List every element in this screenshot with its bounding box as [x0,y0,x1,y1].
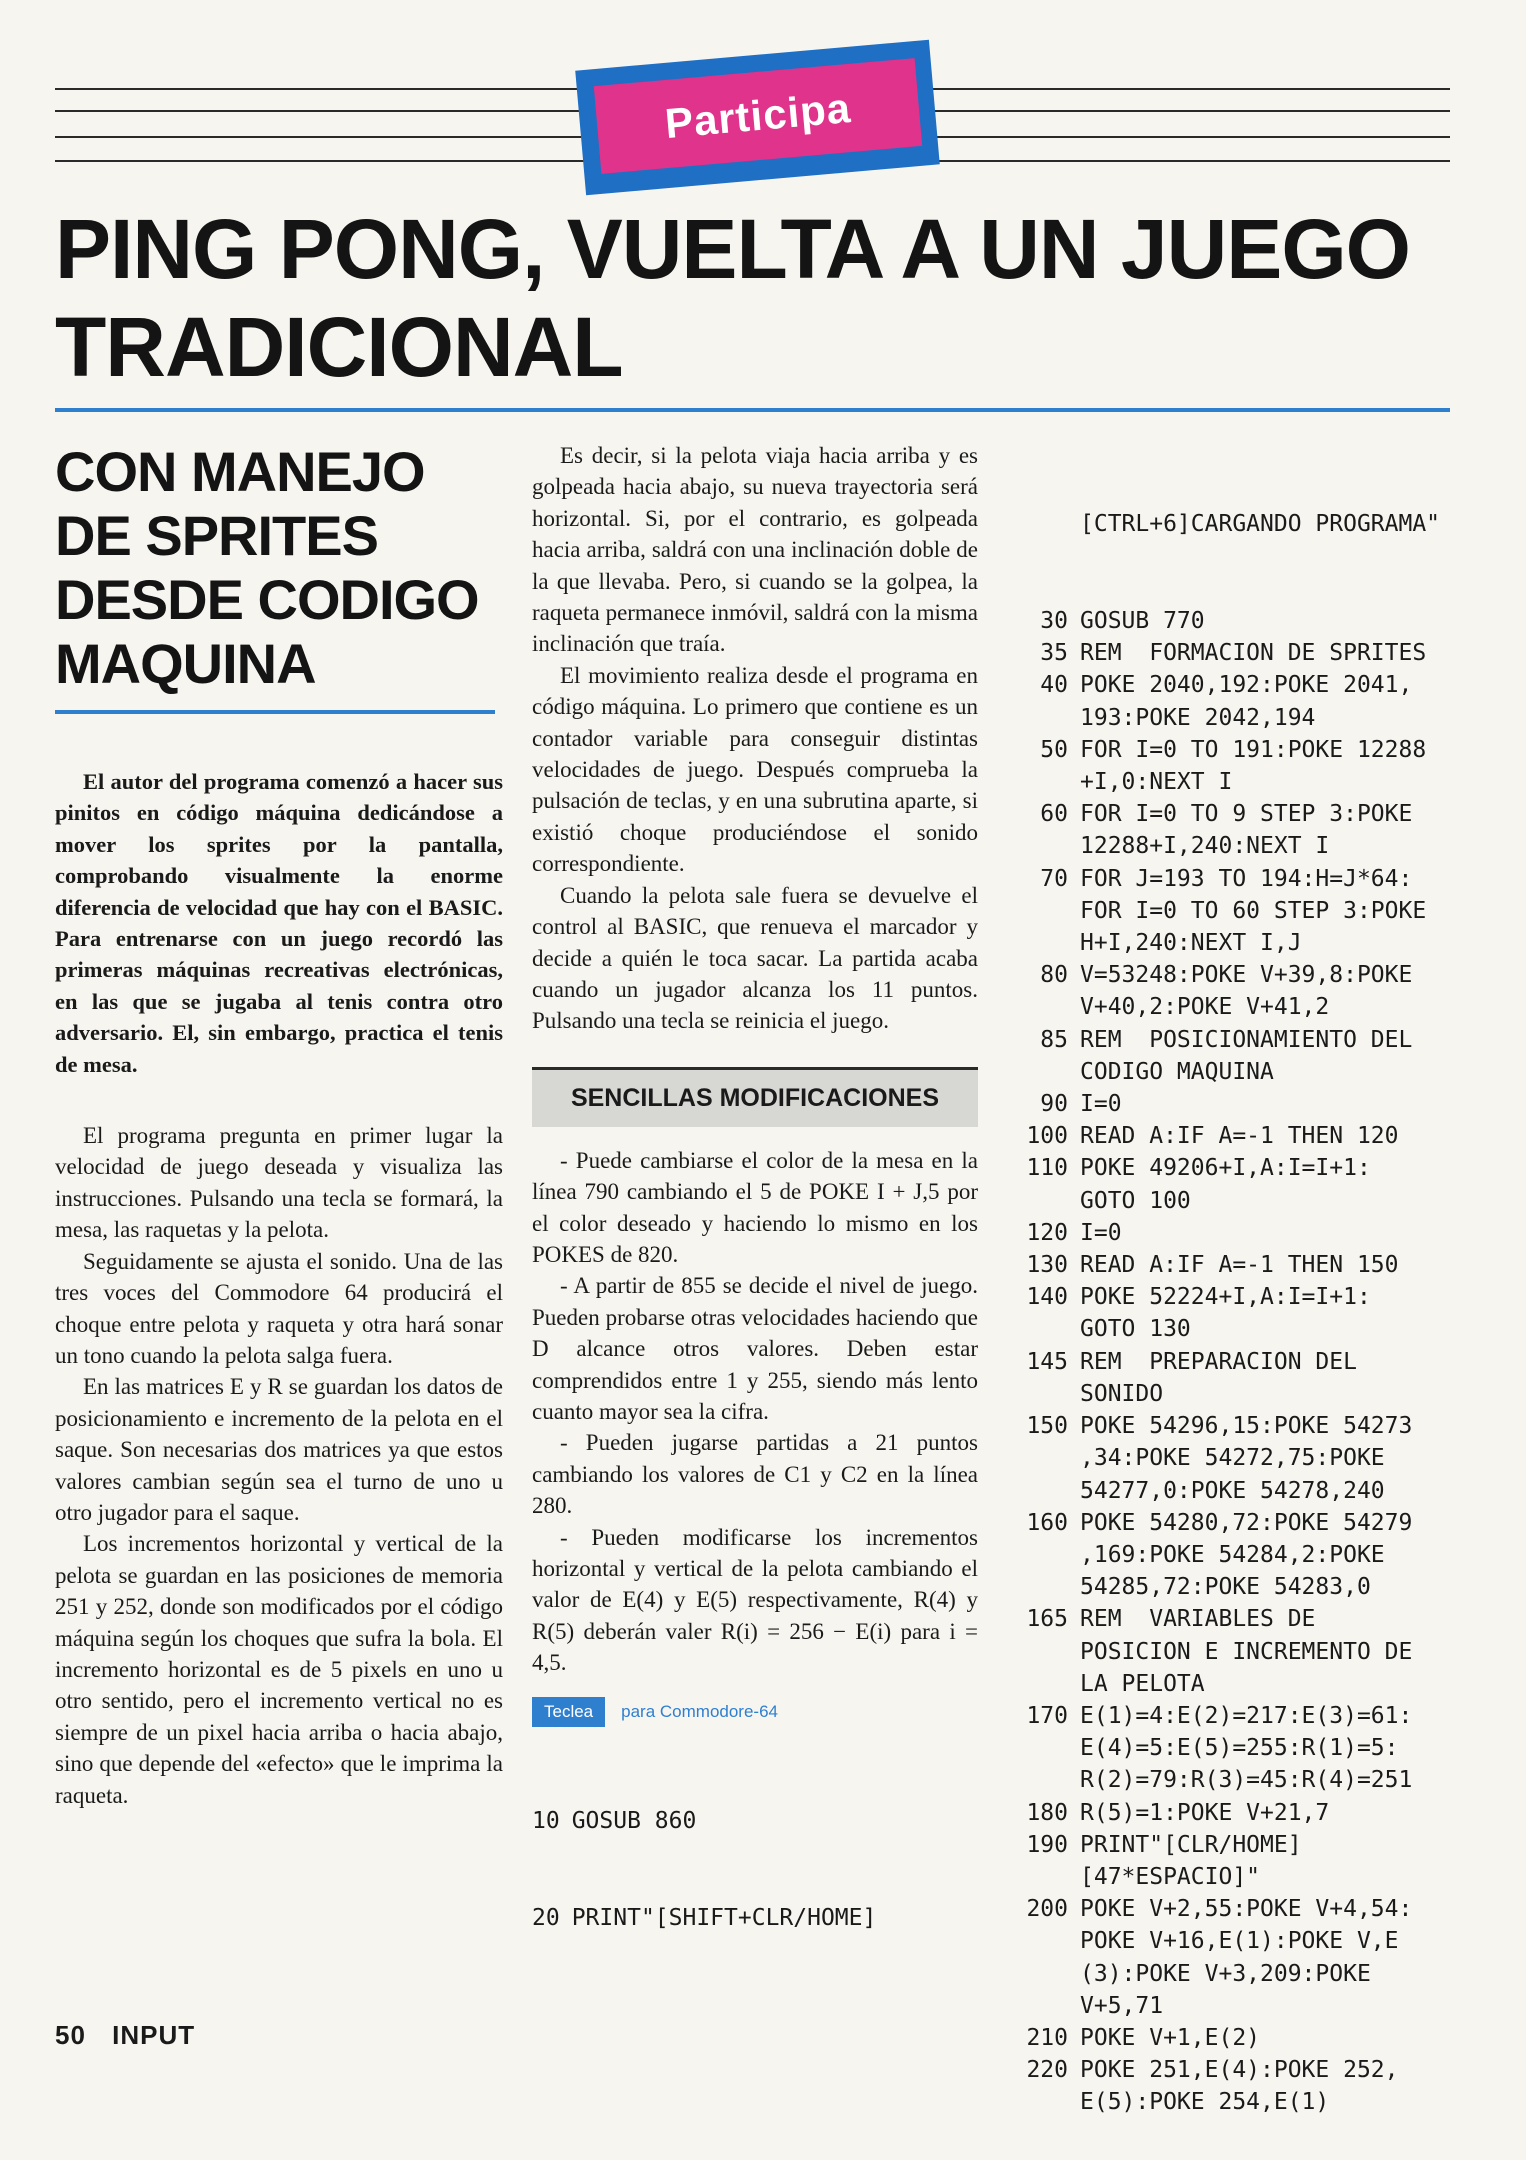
title-rule [55,408,1450,412]
line-number: 145 [1026,1348,1068,1375]
modification-item: - A partir de 855 se decide el nivel de juego. Pueden probarse otras velocidades haciendo que D alcance otros valores. Deben estar comprendidos entre 1 y 255, siendo más lento cuanto mayor sea la cifra. [532,1273,978,1424]
section-badge-label: Participa [663,83,853,148]
code-text: POKE 52224+I,A:I=I+1: [1080,1284,1371,1311]
code-text: POKE 2040,192:POKE 2041, [1080,672,1413,699]
code-line [1000,1249,1460,1281]
code-line [1000,669,1460,701]
paragraph: El movimiento realiza desde el programa en código máquina. Lo primero que contiene es un contador variable para conseguir distintas velocidades de juego. Después comprueba la pulsación de teclas, y en una subrutina aparte, si existió choque produciéndose el sonido correspondiente. [532,662,978,877]
code-line [532,1902,978,1934]
code-continuation: V+5,71 [1080,1992,1164,2019]
line-number: 85 [1040,1026,1068,1053]
code-continuation: ,169:POKE 54284,2:POKE [1080,1541,1385,1568]
code-continuation: [CTRL+6]CARGANDO PROGRAMA" [1080,511,1441,538]
code-line [1000,1088,1460,1120]
line-number: 30 [1040,608,1068,635]
code-continuation: 54277,0:POKE 54278,240 [1080,1477,1385,1504]
code-text: R(5)=1:POKE V+21,7 [1080,1799,1330,1826]
code-text: PRINT"[CLR/HOME] [1080,1831,1302,1858]
page-number: 50 [55,2020,86,2050]
paragraph: Seguidamente se ajusta el sonido. Una de las tres voces del Commodore 64 producirá el choque entre pelota y raqueta y otra hará sonar un tono cuando la pelota salga fuera. [55,1248,503,1368]
code-text: PRINT"[SHIFT+CLR/HOME] [571,1904,877,1931]
code-line [1000,1797,1460,1829]
line-number: 70 [1040,865,1068,892]
line-number: 100 [1026,1123,1068,1150]
code-text: GOSUB 860 [571,1808,697,1835]
line-number: 60 [1040,801,1068,828]
code-text: REM FORMACION DE SPRITES [1080,640,1427,667]
paragraph: Los incrementos horizontal y vertical de la pelota se guardan en las posiciones de memoria 251 y 252, donde son modificados por el código máquina según los choques que sufra la bola. El incremento horizontal es de 5 pixels en uno u otro sentido, pero el incremento vertical no es siempre de un pixel hacia arriba o hacia abajo, sino que depende del «efecto» que le imprima la raqueta. [55,1531,503,1808]
line-number: 140 [1026,1284,1068,1311]
code-text: FOR I=0 TO 191:POKE 12288 [1080,736,1427,763]
subtitle [55,440,503,696]
code-continuation: E(4)=5:E(5)=255:R(1)=5: [1080,1735,1399,1762]
paragraph: En las matrices E y R se guardan los datos de posicionamiento e incremento de la pelota en el saque. Son necesarias dos matrices ya que estos valores cambian según sea el turno de uno u otro jugador para el saque. [55,1374,503,1525]
page-title [55,200,1455,396]
code-line [1000,1152,1460,1184]
line-number: 200 [1026,1896,1068,1923]
code-continuation: 12288+I,240:NEXT I [1080,833,1330,860]
code-line [1000,959,1460,991]
code-text: FOR I=0 TO 9 STEP 3:POKE [1080,801,1413,828]
line-number: 160 [1026,1509,1068,1536]
code-text: POKE V+2,55:POKE V+4,54: [1080,1896,1413,1923]
code-line [1000,734,1460,766]
code-listing [1000,444,1460,2119]
paragraph: Es decir, si la pelota viaja hacia arriba y es golpeada hacia abajo, su nueva trayectoria será horizontal. Si, por el contrario, es golpeada hacia arriba, saldrá con una inclinación doble de la que llevaba. Pero, si cuando se la golpea, la raqueta permanece inmóvil, saldrá con la misma inclinación que traía. [532,443,978,657]
modification-item: - Puede cambiarse el color de la mesa en la línea 790 cambiando el 5 de POKE I + J,5 por el color deseado y haciendo lo mismo en los POKES de 820. [532,1147,978,1267]
code-text: REM POSICIONAMIENTO DEL [1080,1026,1413,1053]
subtitle-rule [55,710,495,714]
code-continuation: R(2)=79:R(3)=45:R(4)=251 [1080,1767,1413,1794]
code-line [1000,1346,1460,1378]
column-2-body [532,440,978,1037]
code-continuation: GOTO 130 [1080,1316,1191,1343]
code-line [1000,1410,1460,1442]
modifications-list [532,1145,978,1679]
line-number: 165 [1026,1606,1068,1633]
code-text: I=0 [1080,1091,1122,1118]
teclea-label-row [532,1697,978,1727]
code-text: POKE 49206+I,A:I=I+1: [1080,1155,1371,1182]
subtitle-line-3: DESDE CODIGO [55,568,479,631]
code-line [1000,1829,1460,1861]
code-line [532,1805,978,1837]
code-continuation: POSICION E INCREMENTO DE [1080,1638,1413,1665]
line-number: 40 [1040,672,1068,699]
line-number: 120 [1026,1219,1068,1246]
line-number: 210 [1026,2024,1068,2051]
magazine-name: INPUT [112,2020,196,2050]
line-number: 130 [1026,1252,1068,1279]
code-continuation: H+I,240:NEXT I,J [1080,930,1302,957]
code-text: E(1)=4:E(2)=217:E(3)=61: [1080,1702,1413,1729]
code-text: FOR J=193 TO 194:H=J*64: [1080,865,1413,892]
code-text: V=53248:POKE V+39,8:POKE [1080,962,1413,989]
code-line [1000,1281,1460,1313]
code-text: GOSUB 770 [1080,608,1205,635]
code-line [1000,1603,1460,1635]
line-number: 20 [532,1904,560,1931]
code-line [1000,1893,1460,1925]
line-number: 10 [532,1808,560,1835]
code-line [1000,1120,1460,1152]
code-continuation: FOR I=0 TO 60 STEP 3:POKE [1080,897,1427,924]
code-continuation: E(5):POKE 254,E(1) [1080,2089,1330,2116]
modifications-heading: SENCILLAS MODIFICACIONES [532,1067,978,1127]
code-line [1000,1700,1460,1732]
code-continuation: +I,0:NEXT I [1080,769,1233,796]
column-1-body [55,1120,503,1811]
code-continuation: POKE V+16,E(1):POKE V,E [1080,1928,1399,1955]
subtitle-line-4: MAQUINA [55,632,316,695]
code-line [1000,605,1460,637]
code-continuation: 54285,72:POKE 54283,0 [1080,1574,1371,1601]
code-line [1000,1024,1460,1056]
code-continuation: CODIGO MAQUINA [1080,1058,1274,1085]
code-line [1000,2022,1460,2054]
subtitle-line-2: DE SPRITES [55,504,378,567]
line-number: 110 [1026,1155,1068,1182]
column-2 [532,440,978,1998]
line-number: 170 [1026,1702,1068,1729]
title-line-1: PING PONG, VUELTA A UN JUEGO [55,202,1411,296]
teclea-tag: Teclea [532,1697,605,1727]
column-1 [55,440,503,1811]
code-text: REM VARIABLES DE [1080,1606,1316,1633]
code-text: POKE 54280,72:POKE 54279 [1080,1509,1413,1536]
lead-paragraph: El autor del programa comenzó a hacer sus pinitos en código máquina dedicándose a mover los sprites por la pantalla, comprobando visualmente la enorme diferencia de velocidad que hay con el BASIC. Para entrenarse con un juego recordó las primeras máquinas recreativas electrónicas, en las que se jugaba al tenis contra otro adversario. El, sin embargo, practica el tenis de mesa. [55,769,503,1077]
code-line [1000,637,1460,669]
code-line [1000,2054,1460,2086]
code-text: I=0 [1080,1219,1122,1246]
code-line [1000,863,1460,895]
code-continuation: V+40,2:POKE V+41,2 [1080,994,1330,1021]
code-line [1000,798,1460,830]
title-line-2: TRADICIONAL [55,300,623,394]
line-number: 90 [1040,1091,1068,1118]
line-number: 190 [1026,1831,1068,1858]
code-line [1000,1507,1460,1539]
code-continuation: ,34:POKE 54272,75:POKE [1080,1445,1385,1472]
code-text: REM PREPARACION DEL [1080,1348,1357,1375]
modification-item: - Pueden modificarse los incrementos horizontal y vertical de la pelota cambiando el valor de E(4) y E(5) respectivamente, R(4) y R(5) deberán valer R(i) = 256 − E(i) para i = 4,5. [532,1524,978,1676]
teclea-platform: para Commodore-64 [621,1701,778,1721]
subtitle-line-1: CON MANEJO [55,440,425,503]
line-number: 180 [1026,1799,1068,1826]
code-text: READ A:IF A=-1 THEN 120 [1080,1123,1399,1150]
code-continuation: (3):POKE V+3,209:POKE [1080,1960,1371,1987]
code-text: READ A:IF A=-1 THEN 150 [1080,1252,1399,1279]
code-continuation: 193:POKE 2042,194 [1080,704,1316,731]
code-continuation: [47*ESPACIO]" [1080,1863,1261,1890]
line-number: 35 [1040,640,1068,667]
footer [55,2020,195,2051]
line-number: 50 [1040,736,1068,763]
code-listing-start [532,1741,978,1999]
paragraph: El programa pregunta en primer lugar la velocidad de juego deseada y visualiza las instrucciones. Pulsando una tecla se formará, la mesa, las raquetas y la pelota. [55,1123,503,1243]
modification-item: - Pueden jugarse partidas a 21 puntos cambiando los valores de C1 y C2 en la línea 280. [532,1430,978,1519]
line-number: 150 [1026,1413,1068,1440]
code-text: POKE 54296,15:POKE 54273 [1080,1413,1413,1440]
code-text: POKE 251,E(4):POKE 252, [1080,2057,1399,2084]
code-continuation: SONIDO [1080,1380,1164,1407]
column-3 [1000,444,1460,2119]
line-number: 220 [1026,2057,1068,2084]
code-line [1000,1217,1460,1249]
code-continuation: GOTO 100 [1080,1187,1191,1214]
code-continuation: LA PELOTA [1080,1670,1205,1697]
line-number: 80 [1040,962,1068,989]
code-text: POKE V+1,E(2) [1080,2024,1261,2051]
paragraph: Cuando la pelota sale fuera se devuelve el control al BASIC, que renueva el marcador y decide a quién le toca sacar. La partida acaba cuando un jugador alcanza los 11 puntos. Pulsando una tecla se reinicia el juego. [532,882,978,1034]
